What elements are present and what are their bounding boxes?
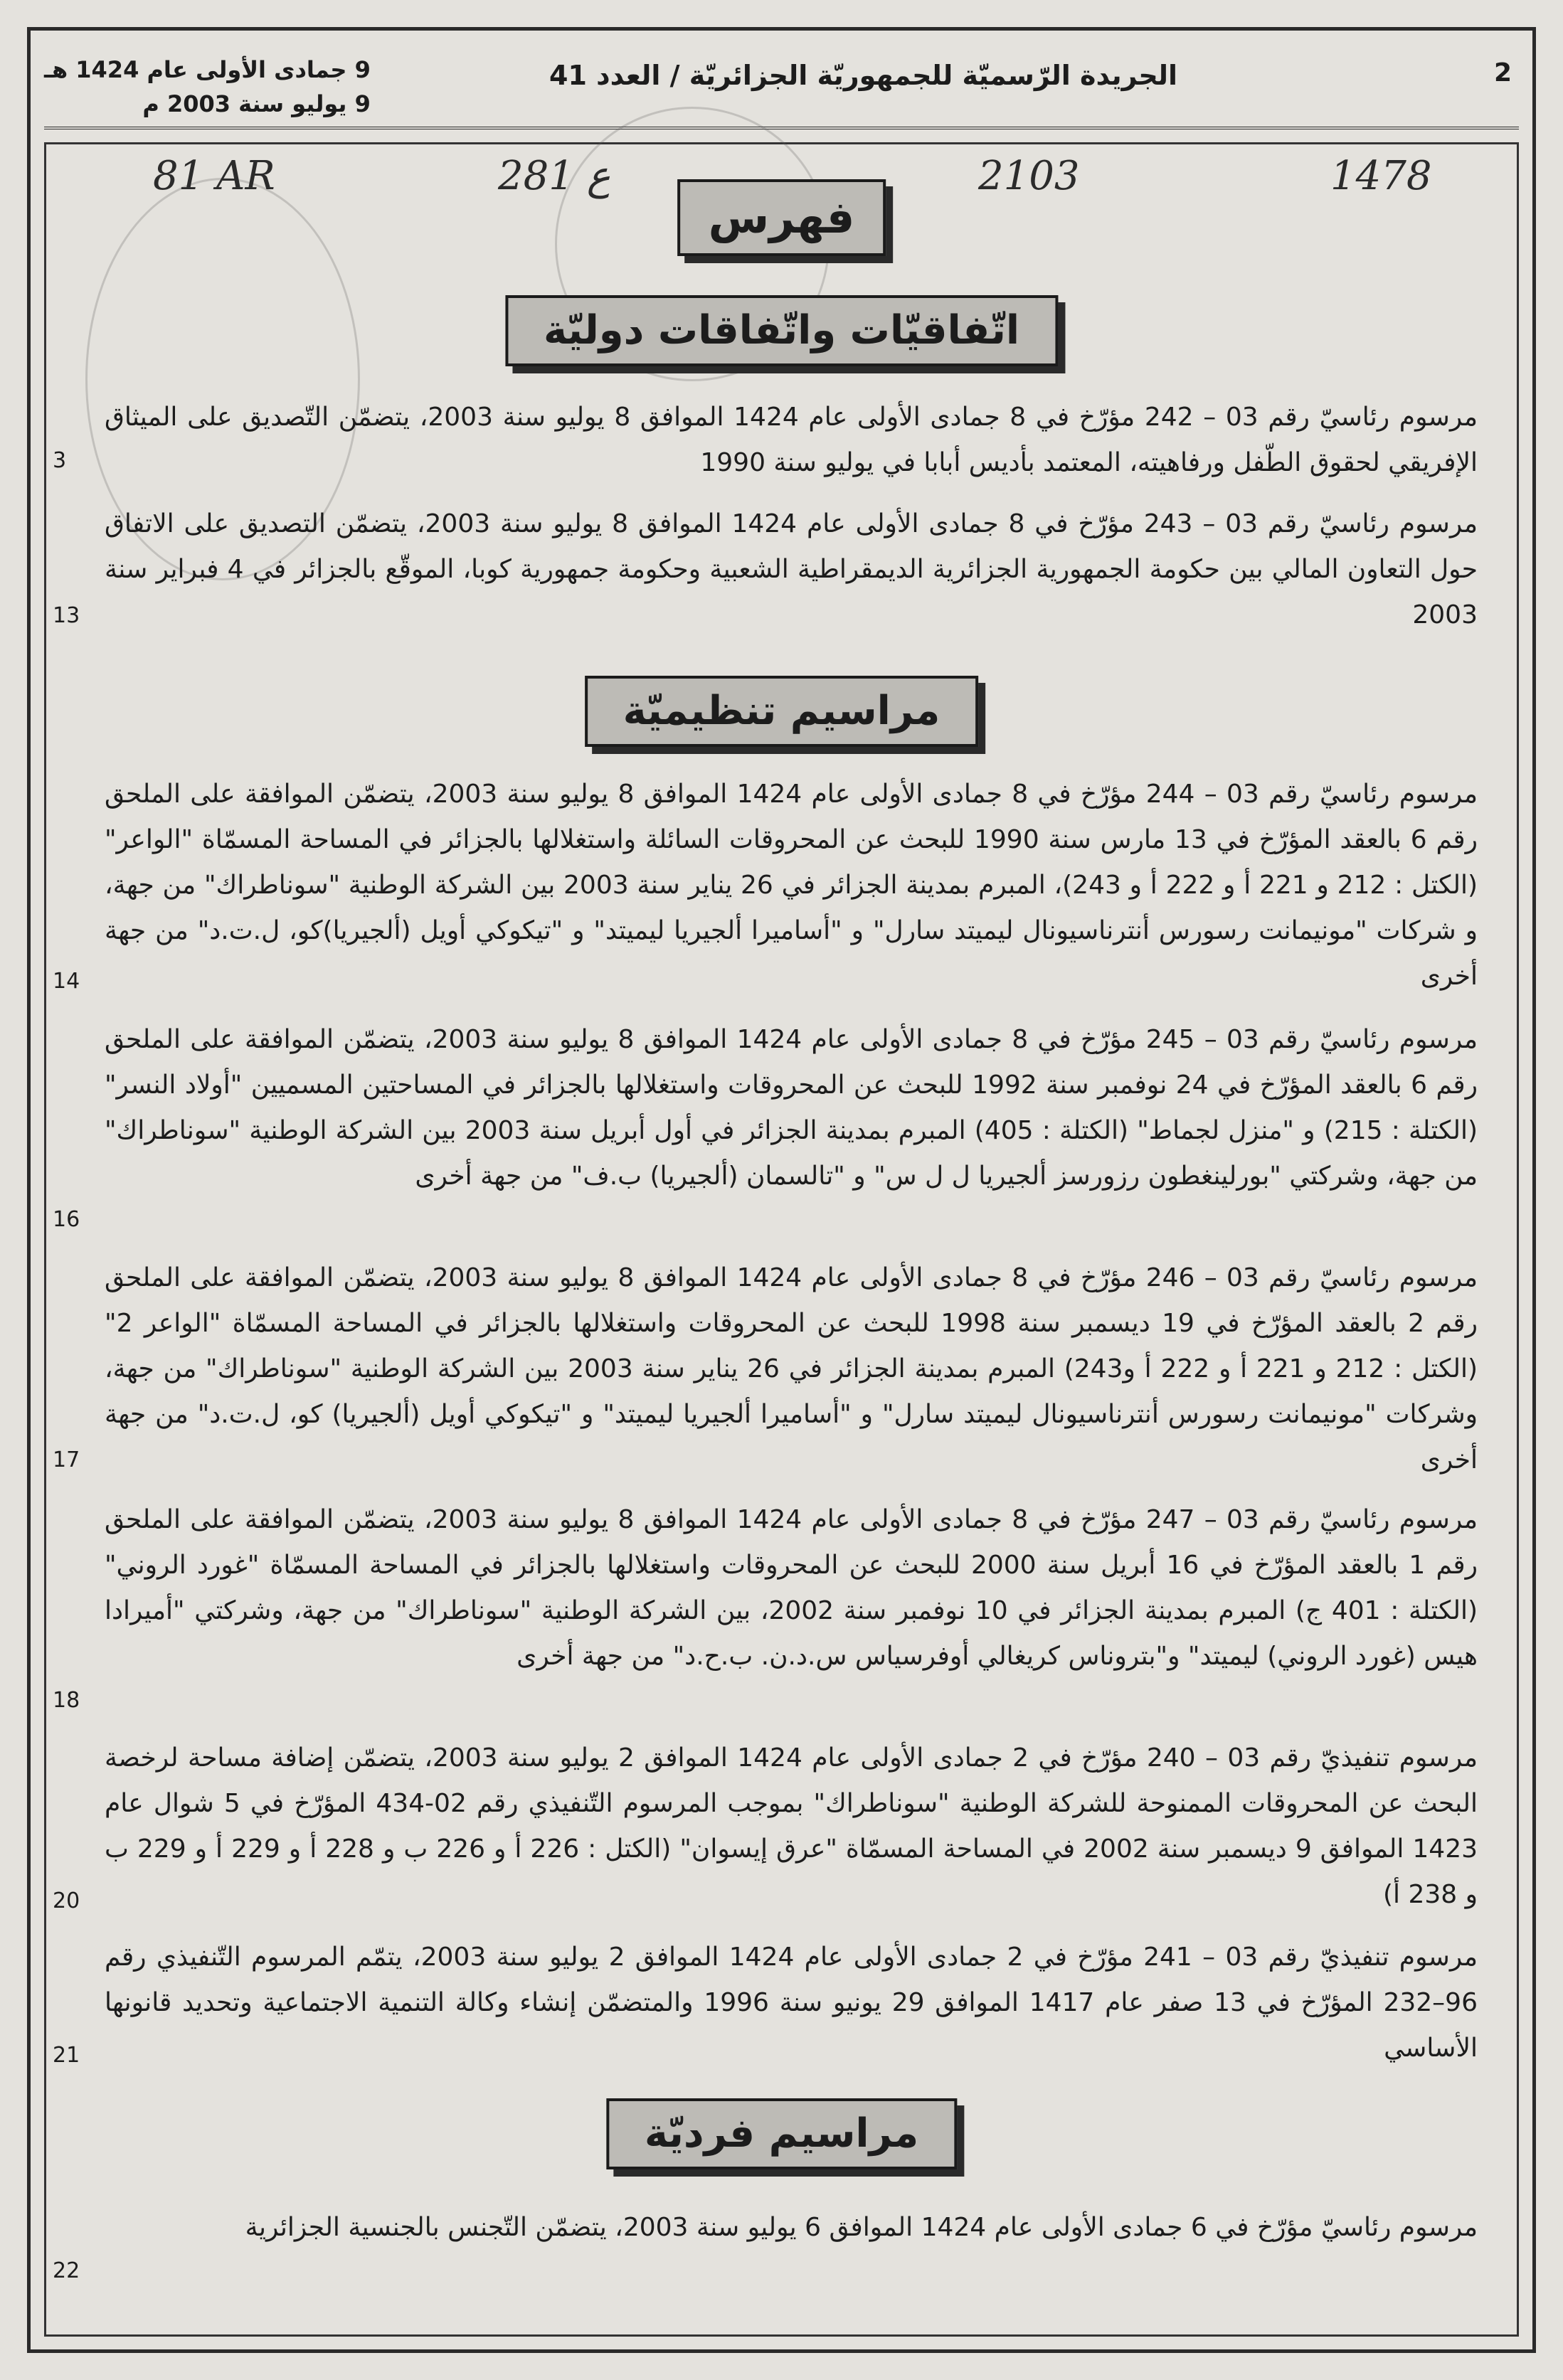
index-heading: فهرس — [677, 179, 886, 256]
toc-entry-text: مرسوم رئاسيّ رقم 03 – 245 مؤرّخ في 8 جمادى الأولى عام 1424 الموافق 8 يوليو سنة 2003، يتضمّن الموافقة على الملحق رقم 6 بالعقد المؤرّخ في 24 نوفمبر سنة 1992 للبحث عن المحروقات واستغلالها بالجزائر في المساحتين المسميين "أولاد النسر" (الكتلة : 215) و "منزل لجماط" (الكتلة : 405) المبرم بمدينة الجزائر في أول أبريل سنة 2003 بين الشركة الوطنية "سوناطراك" من جهة، وشركتي "بورلينغطون رزورسز ألجيريا ل ل س" و "تالسمان (ألجيريا) ب.ف" من جهة أخرى — [105, 1025, 1478, 1191]
toc-entry-page: 22 — [53, 2258, 80, 2283]
handwritten-note: 1478 — [1330, 153, 1432, 199]
header-page-number: 2 — [1493, 58, 1512, 87]
toc-entry-text: مرسوم رئاسيّ رقم 03 – 246 مؤرّخ في 8 جمادى الأولى عام 1424 الموافق 8 يوليو سنة 2003، يتضمّن الموافقة على الملحق رقم 2 بالعقد المؤرّخ في 19 ديسمبر سنة 1998 للبحث عن المحروقات واستغلالها بالجزائر في المساحة المسمّاة "الواعر 2" (الكتل : 212 و 221 أ و 222 أ و243) المبرم بمدينة الجزائر في 26 يناير سنة 2003 بين الشركة الوطنية "سوناطراك" من جهة، وشركات "مونيمانت رسورس أنترناسيونال ليميتد سارل" و "أساميرا ألجيريا ليميتد" و "تيكوكي أويل (ألجيريا) كو، ل.ت.د" من جهة أخرى — [105, 1263, 1478, 1475]
toc-entry — [105, 1255, 1478, 1483]
gazette-title: الجريدة الرّسميّة للجمهوريّة الجزائريّة / العدد 41 — [549, 60, 1177, 91]
toc-entry — [105, 772, 1478, 999]
issue-date-gregorian: 9 يوليو سنة 2003 م — [142, 90, 371, 117]
toc-entry — [105, 2205, 1478, 2251]
section-heading-individual-decrees: مراسيم فرديّة — [606, 2098, 957, 2169]
toc-entry-page: 20 — [53, 1888, 80, 1913]
handwritten-note: 81 AR — [153, 153, 275, 199]
gazette-header — [44, 43, 1519, 128]
toc-entry-text: مرسوم رئاسيّ رقم 03 – 243 مؤرّخ في 8 جمادى الأولى عام 1424 الموافق 8 يوليو سنة 2003، يتضمّن التصديق على الاتفاق حول التعاون المالي بين حكومة الجمهورية الجزائرية الديمقراطية الشعبية وحكومة جمهورية كوبا، الموقّع بالجزائر في 4 فبراير سنة 2003 — [105, 509, 1478, 629]
toc-entry-page: 21 — [53, 2043, 80, 2068]
toc-entry-text: مرسوم رئاسيّ مؤرّخ في 6 جمادى الأولى عام 1424 الموافق 6 يوليو سنة 2003، يتضمّن التّجنس بالجنسية الجزائرية — [245, 2213, 1478, 2242]
toc-entry — [105, 1736, 1478, 1918]
toc-entry-text: مرسوم رئاسيّ رقم 03 – 247 مؤرّخ في 8 جمادى الأولى عام 1424 الموافق 8 يوليو سنة 2003، يتضمّن الموافقة على الملحق رقم 1 بالعقد المؤرّخ في 16 أبريل سنة 2000 للبحث عن المحروقات واستغلالها بالجزائر في المساحة المسمّاة "غورد الروني" (الكتلة : 401 ج) المبرم بمدينة الجزائر في 10 نوفمبر سنة 2002، بين الشركة الوطنية "سوناطراك" من جهة، وشركتي "أميرادا هيس (غورد الروني) ليميتد" و"بتروناس كريغالي أوفرسياس س.د.ن. ب.ح.د" من جهة أخرى — [105, 1505, 1478, 1671]
toc-entry-text: مرسوم تنفيذيّ رقم 03 – 241 مؤرّخ في 2 جمادى الأولى عام 1424 الموافق 2 يوليو سنة 2003، يتمّم المرسوم التّنفيذي رقم 96–232 المؤرّخ في 13 صفر عام 1417 الموافق 29 يونيو سنة 1996 والمتضمّن إنشاء وكالة التنمية الاجتماعية وتحديد قانونها الأساسي — [105, 1943, 1478, 2063]
toc-entry-page: 17 — [53, 1447, 80, 1472]
issue-date-hijri: 9 جمادى الأولى عام 1424 هـ — [44, 56, 371, 83]
toc-entry-page: 14 — [53, 969, 80, 994]
toc-entry — [105, 501, 1478, 638]
toc-entry — [105, 1497, 1478, 1679]
handwritten-note: 2103 — [978, 153, 1080, 199]
toc-entry-text: مرسوم تنفيذيّ رقم 03 – 240 مؤرّخ في 2 جمادى الأولى عام 1424 الموافق 2 يوليو سنة 2003، يتضمّن إضافة مساحة لرخصة البحث عن المحروقات الممنوحة للشركة الوطنية "سوناطراك" بموجب المرسوم التّنفيذي رقم 02-434 المؤرّخ في 5 شوال عام 1423 الموافق 9 ديسمبر سنة 2002 في المساحة المسمّاة "عرق إيسوان" (الكتل : 226 أ و 226 ب و 228 أ و 229 أ و 229 ب و 238 أ) — [105, 1743, 1478, 1909]
toc-entry-page: 3 — [53, 448, 67, 473]
section-heading-agreements: اتّفاقيّات واتّفاقات دوليّة — [505, 295, 1058, 366]
toc-entry — [105, 1935, 1478, 2071]
section-heading-regulatory-decrees: مراسيم تنظيميّة — [585, 676, 979, 747]
toc-entry — [105, 1017, 1478, 1199]
issue-date — [44, 53, 371, 121]
toc-entry-text: مرسوم رئاسيّ رقم 03 – 242 مؤرّخ في 8 جمادى الأولى عام 1424 الموافق 8 يوليو سنة 2003، يتضمّن التّصديق على الميثاق الإفريقي لحقوق الطّفل ورفاهيته، المعتمد بأديس أبابا في يوليو سنة 1990 — [105, 403, 1478, 477]
handwritten-note: 281 ع — [498, 153, 611, 199]
toc-entry-page: 13 — [53, 603, 80, 628]
toc-entry — [105, 395, 1478, 486]
toc-entry-text: مرسوم رئاسيّ رقم 03 – 244 مؤرّخ في 8 جمادى الأولى عام 1424 الموافق 8 يوليو سنة 2003، يتضمّن الموافقة على الملحق رقم 6 بالعقد المؤرّخ في 13 مارس سنة 1990 للبحث عن المحروقات السائلة واستغلالها بالجزائر في المساحة المسمّاة "الواعر" (الكتل : 212 و 221 أ و 222 أ و 243)، المبرم بمدينة الجزائر في 26 يناير سنة 2003 بين الشركة الوطنية "سوناطراك" من جهة، و شركات "مونيمانت رسورس أنترناسيونال ليميتد سارل" و "أساميرا ألجيريا ليميتد" و "تيكوكي أويل (ألجيريا)كو، ل.ت.د" من جهة أخرى — [105, 780, 1478, 991]
toc-entry-page: 18 — [53, 1688, 80, 1713]
toc-entry-page: 16 — [53, 1207, 80, 1232]
